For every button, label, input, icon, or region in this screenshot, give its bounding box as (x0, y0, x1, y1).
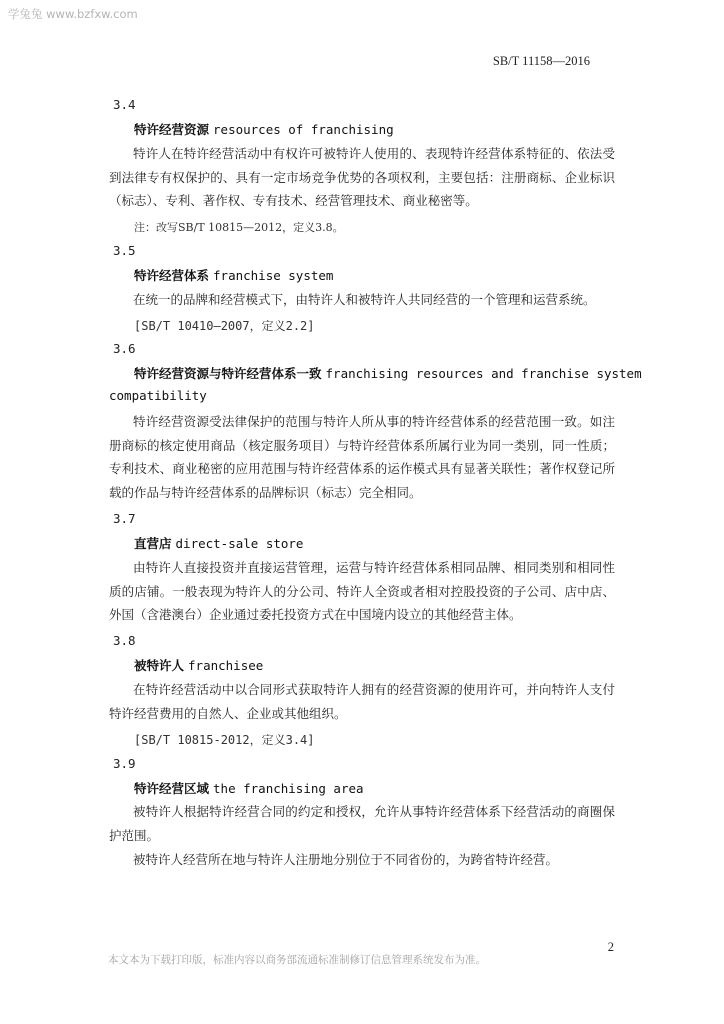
watermark-text: 学兔兔 www.bzfxw.com (8, 7, 138, 21)
term-english: franchise system (213, 268, 334, 283)
term-english: resources of franchising (213, 122, 394, 137)
clause-number: 3.5 (113, 243, 136, 258)
definition-paragraph: 特许人在特许经营活动中有权许可被特许人使用的、表现特许经营体系特征的、依法受到法律专有权保护的、具有一定市场竞争优势的各项权利，主要包括：注册商标、企业标识（标志）、专利、著作权、专有技术、经营管理技术、商业秘密等。 (109, 146, 615, 209)
term-chinese: 特许经营资源 (134, 122, 210, 137)
clause-number: 3.4 (113, 97, 136, 112)
term-chinese: 特许经营区域 (134, 781, 210, 796)
term-chinese: 特许经营体系 (134, 268, 210, 283)
term-english-continued: compatibility (109, 388, 207, 403)
term-heading (134, 364, 642, 382)
term-english: direct-sale store (175, 536, 304, 551)
term-heading (134, 779, 364, 797)
footer-disclaimer: 本文本为下载打印版，标准内容以商务部流通标准制修订信息管理系统发布为准。 (108, 954, 486, 966)
definition-paragraph: 在特许经营活动中以合同形式获取特许人拥有的经营资源的使用许可，并向特许人支付特许经营费用的自然人、企业或其他组织。 (109, 682, 615, 721)
definition-paragraph: 在统一的品牌和经营模式下，由特许人和被特许人共同经营的一个管理和运营系统。 (133, 292, 596, 307)
clause-number: 3.9 (113, 756, 136, 771)
term-heading (134, 120, 394, 138)
term-heading (134, 534, 303, 552)
definition-paragraph: 由特许人直接投资并直接运营管理，运营与特许经营体系相同品牌、相同类别和相同性质的店铺。一般表现为特许人的分公司、特许人全资或者相对控股投资的子公司、店中店、外国（含港澳台）企业通过委托投资方式在中国境内设立的其他经营主体。 (109, 560, 615, 623)
definition-paragraph: 被特许人经营所在地与特许人注册地分别位于不同省份的，为跨省特许经营。 (133, 852, 559, 867)
term-chinese: 直营店 (134, 536, 172, 551)
term-english: franchisee (188, 658, 264, 673)
term-english: the franchising area (213, 781, 364, 796)
clause-number: 3.6 (113, 341, 136, 356)
page-number: 2 (607, 940, 614, 954)
term-chinese: 特许经营资源与特许经营体系一致 (134, 366, 322, 381)
term-heading (134, 656, 263, 674)
note-text: 注：改写SB/T 10815—2012，定义3.8。 (134, 221, 344, 234)
clause-number: 3.8 (113, 633, 136, 648)
clause-number: 3.7 (113, 511, 136, 526)
term-heading (134, 266, 333, 284)
term-english: franchising resources and franchise system (325, 366, 642, 381)
reference-citation: [SB/T 10410—2007，定义2.2] (134, 319, 315, 333)
standard-code: SB/T 11158—2016 (492, 54, 590, 68)
definition-paragraph: 被特许人根据特许经营合同的约定和授权，允许从事特许经营体系下经营活动的商圈保护范围。 (109, 804, 615, 843)
term-chinese: 被特许人 (134, 658, 185, 673)
reference-citation: [SB/T 10815-2012，定义3.4] (134, 733, 315, 747)
definition-paragraph: 特许经营资源受法律保护的范围与特许人所从事的特许经营体系的经营范围一致。如注册商标的核定使用商品（核定服务项目）与特许经营体系所属行业为同一类别，同一性质；专利技术、商业秘密的应用范围与特许经营体系的运作模式具有显著关联性；著作权登记所载的作品与特许经营体系的品牌标识（标志）完全相同。 (109, 414, 615, 501)
